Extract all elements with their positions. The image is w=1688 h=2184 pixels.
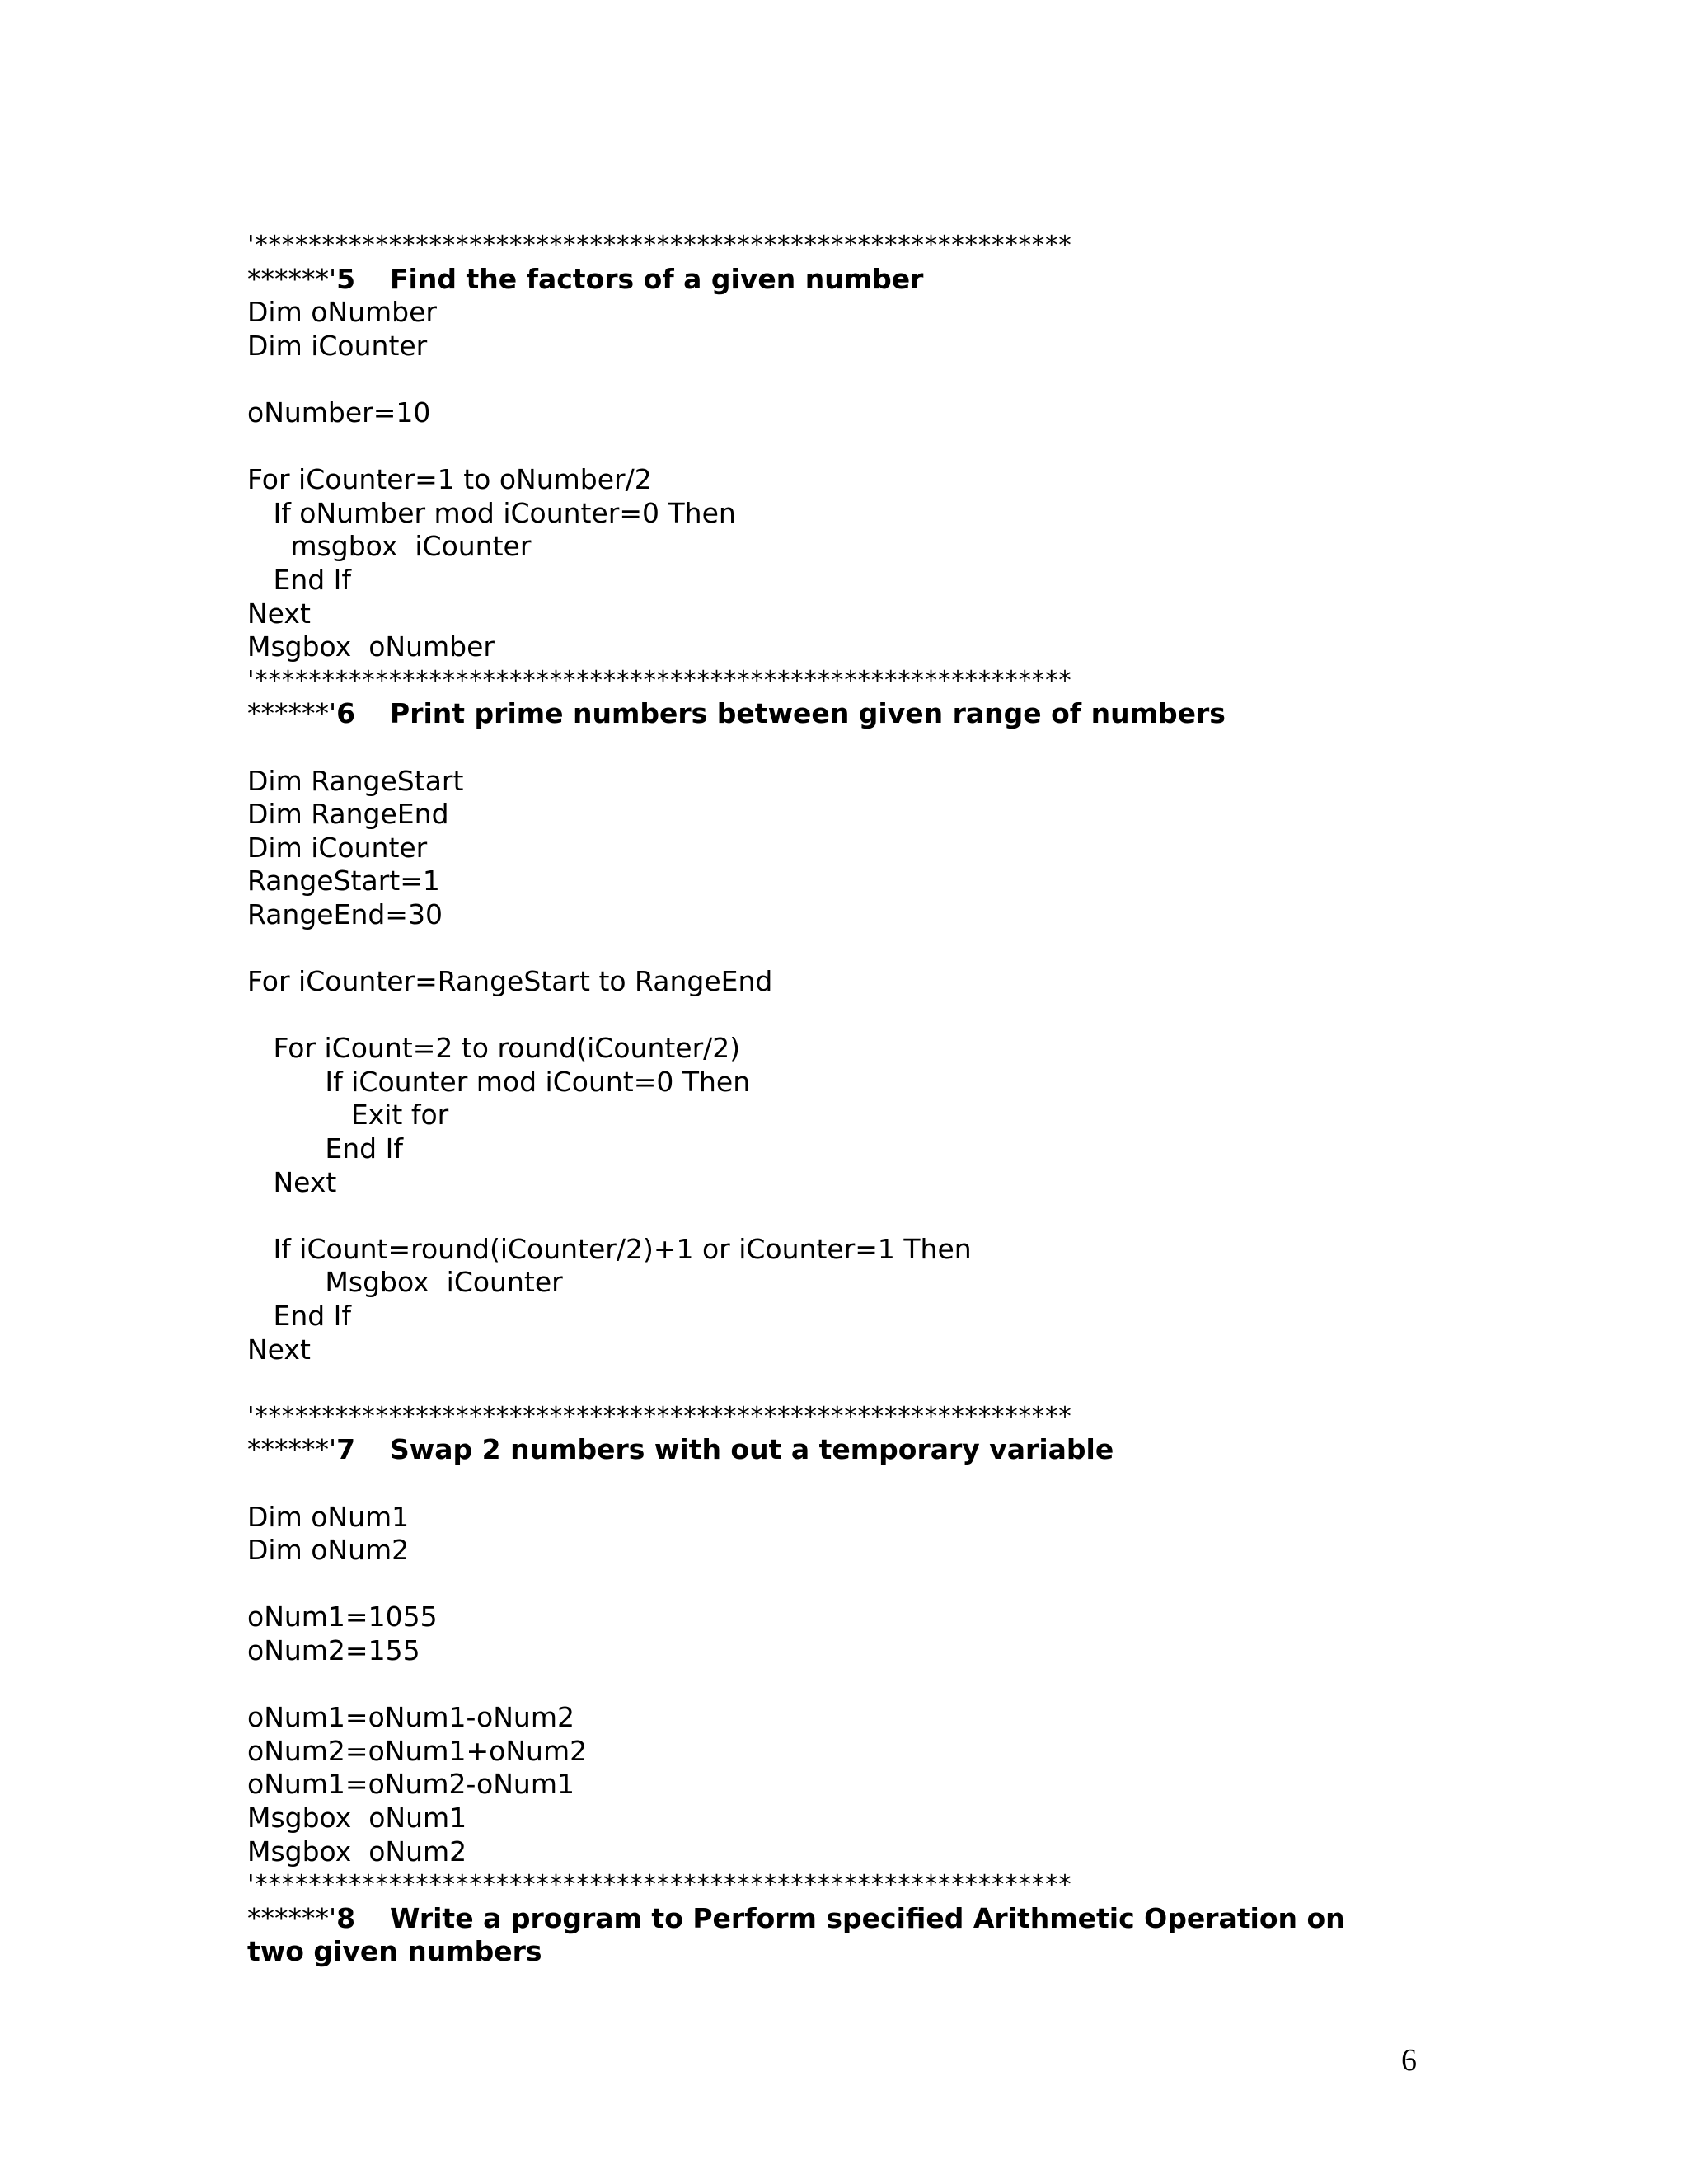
heading-title: Write a program to Perform specified Arithmetic Operation on (390, 1901, 1345, 1934)
code-line: End If (247, 1300, 352, 1332)
section-heading-8-continued (247, 1935, 1681, 1969)
code-line: oNum1=oNum1-oNum2 (247, 1701, 574, 1734)
code-line (247, 1366, 1681, 1400)
code-line: Dim RangeEnd (247, 798, 449, 831)
code-line: msgbox iCounter (247, 530, 532, 563)
heading-title: Find the factors of a given number (390, 262, 924, 295)
code-line: Dim iCounter (247, 329, 428, 362)
code-line: Next (247, 597, 311, 630)
code-line: RangeEnd=30 (247, 898, 443, 930)
separator-line: '************************************************************* (247, 1401, 1072, 1432)
heading-gap (355, 263, 390, 295)
code-line: Next (247, 1165, 337, 1198)
code-block-5 (247, 296, 1681, 664)
code-block-6 (247, 731, 1681, 1400)
code-line (247, 999, 1681, 1033)
heading-prefix: ******' (247, 1901, 337, 1934)
code-line (247, 430, 1681, 464)
section-heading-5 (247, 263, 1681, 297)
code-line: For iCount=2 to round(iCounter/2) (247, 1032, 741, 1065)
code-line: If iCounter mod iCount=0 Then (247, 1065, 751, 1098)
code-line: oNum1=1055 (247, 1601, 438, 1633)
heading-number: 5 (336, 262, 356, 295)
code-line: Dim oNum2 (247, 1534, 410, 1567)
code-line (247, 731, 1681, 765)
heading-prefix: ******' (247, 262, 337, 295)
code-line: Exit for (247, 1099, 449, 1132)
section-heading-8 (247, 1902, 1681, 1936)
code-line (247, 1568, 1681, 1601)
code-line: End If (247, 1132, 403, 1165)
page-number: 6 (1401, 2043, 1417, 2078)
document-page (247, 229, 1681, 1969)
heading-title: Swap 2 numbers with out a temporary variable (390, 1433, 1114, 1466)
section-heading-6 (247, 697, 1681, 731)
code-line: oNum1=oNum2-oNum1 (247, 1768, 574, 1801)
code-block-7 (247, 1467, 1681, 1868)
heading-number: 7 (336, 1433, 356, 1466)
code-line: oNum2=oNum1+oNum2 (247, 1734, 588, 1767)
code-line: If iCount=round(iCounter/2)+1 or iCounter=1 Then (247, 1232, 972, 1265)
code-line: oNum2=155 (247, 1633, 420, 1666)
heading-prefix: ******' (247, 1433, 337, 1466)
code-line: Msgbox iCounter (247, 1266, 563, 1299)
heading-number: 6 (336, 697, 356, 730)
code-line (247, 1467, 1681, 1501)
code-line: If oNumber mod iCounter=0 Then (247, 496, 736, 529)
code-line (247, 931, 1681, 965)
code-line: Msgbox oNum1 (247, 1801, 467, 1834)
code-line: RangeStart=1 (247, 865, 440, 898)
separator-line: '************************************************************* (247, 231, 1072, 260)
separator-line: '************************************************************* (247, 665, 1072, 696)
code-line (247, 1668, 1681, 1702)
heading-title-line2: two given numbers (247, 1935, 542, 1968)
heading-gap (355, 1433, 390, 1465)
code-line: Msgbox oNum2 (247, 1835, 467, 1868)
code-line: End If (247, 563, 352, 596)
code-line: For iCounter=1 to oNumber/2 (247, 463, 652, 496)
code-line: Dim iCounter (247, 831, 428, 864)
code-line: Dim oNum1 (247, 1500, 410, 1533)
code-line: Dim oNumber (247, 296, 437, 329)
heading-title: Print prime numbers between given range of numbers (390, 697, 1226, 730)
code-line (247, 363, 1681, 396)
code-line: Dim RangeStart (247, 764, 464, 797)
code-line: Next (247, 1333, 311, 1366)
code-line: oNumber=10 (247, 396, 431, 429)
code-line: For iCounter=RangeStart to RangeEnd (247, 965, 773, 998)
code-line (247, 1199, 1681, 1233)
heading-number: 8 (336, 1901, 356, 1934)
heading-prefix: ******' (247, 697, 337, 730)
heading-gap (355, 1902, 390, 1934)
code-line: Msgbox oNumber (247, 630, 495, 663)
section-heading-7 (247, 1433, 1681, 1467)
heading-gap (355, 697, 390, 729)
separator-line: '************************************************************* (247, 1870, 1072, 1900)
